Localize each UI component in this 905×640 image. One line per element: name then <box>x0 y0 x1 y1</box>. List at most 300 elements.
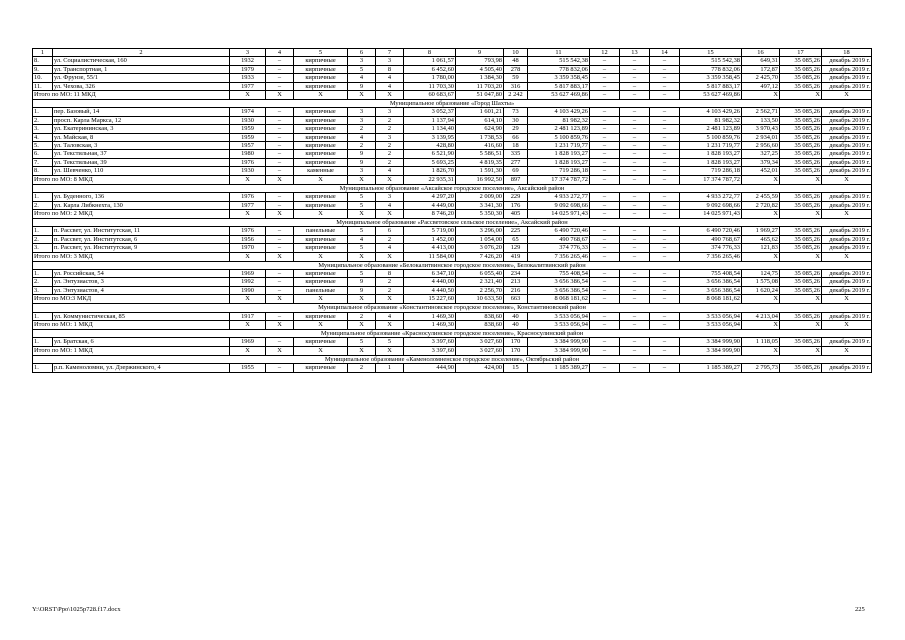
table-cell: 1 384,30 <box>456 74 504 82</box>
table-cell: 4 449,00 <box>404 201 456 209</box>
table-cell: 35 085,26 <box>780 133 822 141</box>
table-cell: 793,98 <box>456 57 504 65</box>
table-cell: 35 085,26 <box>780 278 822 286</box>
section-row <box>33 100 872 108</box>
total-cell: X <box>266 91 294 100</box>
table-cell: 1 828 193,27 <box>528 158 590 166</box>
address-cell: ул. Фрунзе, 55/1 <box>53 74 230 82</box>
total-cell: X <box>230 252 266 261</box>
table-cell: 35 085,26 <box>780 116 822 124</box>
table-cell: 35 085,26 <box>780 65 822 73</box>
table-cell: 2 <box>348 312 376 320</box>
total-cell: 3 384 999,90 <box>528 346 590 355</box>
table-cell: декабрь 2019 г. <box>822 82 872 90</box>
total-label: Итого по МО: 2 МКД <box>33 209 230 218</box>
address-cell: ул. Шевченко, 110 <box>53 167 230 175</box>
table-cell: 4 440,00 <box>404 278 456 286</box>
address-cell: ул. Российская, 54 <box>53 269 230 277</box>
table-cell: декабрь 2019 г. <box>822 125 872 133</box>
table-row <box>33 158 872 166</box>
total-row <box>33 209 872 218</box>
table-cell: 4 440,50 <box>404 286 456 294</box>
table-cell: 1977 <box>230 82 266 90</box>
table-cell: 9 <box>348 82 376 90</box>
table-cell: 755 408,54 <box>680 269 742 277</box>
table-row <box>33 167 872 175</box>
table-cell: 1959 <box>230 133 266 141</box>
total-cell: X <box>230 346 266 355</box>
table-cell: 129 <box>504 244 528 252</box>
table-cell: – <box>620 201 650 209</box>
table-cell: – <box>266 57 294 65</box>
table-cell: 1 826,70 <box>404 167 456 175</box>
table-cell: – <box>590 227 620 235</box>
total-row <box>33 346 872 355</box>
table-cell: 1932 <box>230 57 266 65</box>
table-cell: – <box>590 125 620 133</box>
table-row <box>33 235 872 243</box>
table-cell: 4 103 429,26 <box>680 108 742 116</box>
table-cell: 1. <box>33 108 53 116</box>
table-cell: 624,90 <box>456 125 504 133</box>
table-cell: – <box>266 167 294 175</box>
total-cell: 838,60 <box>456 320 504 329</box>
table-cell: 444,90 <box>404 364 456 372</box>
table-cell: 3 533 056,94 <box>680 312 742 320</box>
table-cell: 3 359 358,45 <box>528 74 590 82</box>
total-cell: – <box>620 91 650 100</box>
table-cell: – <box>650 244 680 252</box>
table-cell: – <box>266 244 294 252</box>
table-cell: 719 286,18 <box>528 167 590 175</box>
table-cell: 5 <box>348 193 376 201</box>
table-cell: 1 601,21 <box>456 108 504 116</box>
total-cell: X <box>294 252 348 261</box>
table-cell: – <box>620 57 650 65</box>
table-cell: 9 <box>348 286 376 294</box>
table-cell: 1980 <box>230 150 266 158</box>
table-cell: 1 134,40 <box>404 125 456 133</box>
table-cell: – <box>266 82 294 90</box>
table-cell: 1 054,00 <box>456 235 504 243</box>
table-cell: 35 085,26 <box>780 235 822 243</box>
total-cell: X <box>780 209 822 218</box>
table-cell: – <box>650 235 680 243</box>
address-cell: ул. Коммунистическая, 85 <box>53 312 230 320</box>
table-cell: – <box>266 65 294 73</box>
column-number: 6 <box>348 49 376 57</box>
table-cell: 5 100 859,76 <box>680 133 742 141</box>
total-cell: – <box>620 209 650 218</box>
table-cell: 2 <box>348 364 376 372</box>
section-row <box>33 304 872 312</box>
table-row <box>33 269 872 277</box>
table-cell: – <box>266 312 294 320</box>
table-cell: – <box>650 125 680 133</box>
table-cell: 234 <box>504 269 528 277</box>
table-cell: 4 413,00 <box>404 244 456 252</box>
table-cell: 3 <box>348 167 376 175</box>
address-cell: ул. Буденного, 136 <box>53 193 230 201</box>
table-cell: декабрь 2019 г. <box>822 167 872 175</box>
total-cell: 7 356 265,46 <box>528 252 590 261</box>
table-cell: – <box>590 142 620 150</box>
table-cell: кирпичные <box>294 133 348 141</box>
table-cell: – <box>590 108 620 116</box>
total-cell: X <box>266 252 294 261</box>
address-cell: ул. Таловская, 3 <box>53 142 230 150</box>
table-cell: 2 <box>348 142 376 150</box>
table-cell: 3. <box>33 244 53 252</box>
table-cell: – <box>266 338 294 346</box>
total-cell: 3 027,60 <box>456 346 504 355</box>
address-cell: ул. Братская, 6 <box>53 338 230 346</box>
table-cell: 5 586,51 <box>456 150 504 158</box>
table-cell: 4 103 429,26 <box>528 108 590 116</box>
table-cell: 35 085,26 <box>780 158 822 166</box>
table-cell: – <box>620 133 650 141</box>
table-cell: 6 347,10 <box>404 269 456 277</box>
table-cell: – <box>266 133 294 141</box>
total-cell: X <box>376 91 404 100</box>
table-cell: 35 085,26 <box>780 227 822 235</box>
table-cell: – <box>266 108 294 116</box>
total-cell: 11 584,00 <box>404 252 456 261</box>
table-cell: 69 <box>504 167 528 175</box>
table-cell: 9 092 698,66 <box>528 201 590 209</box>
table-cell: – <box>266 116 294 124</box>
total-cell: 17 374 787,72 <box>528 175 590 184</box>
table-cell: 35 085,26 <box>780 57 822 65</box>
table-cell: 81 982,32 <box>680 116 742 124</box>
total-cell: 10 633,50 <box>456 295 504 304</box>
table-cell: – <box>590 57 620 65</box>
column-number: 8 <box>404 49 456 57</box>
table-cell: 6 521,90 <box>404 150 456 158</box>
total-cell: – <box>590 252 620 261</box>
section-title: Муниципальное образование «Аксайское городское поселение», Аксайский район <box>33 184 872 192</box>
total-cell: X <box>742 209 780 218</box>
table-cell: – <box>590 158 620 166</box>
total-row <box>33 320 872 329</box>
section-title: Муниципальное образование «Красносулинское городское поселение», Красносулинский район <box>33 329 872 337</box>
table-row <box>33 364 872 372</box>
table-cell: 40 <box>504 312 528 320</box>
table-cell: 3 076,20 <box>456 244 504 252</box>
table-body <box>33 49 872 373</box>
table-cell: 5 817 883,17 <box>680 82 742 90</box>
total-cell: X <box>742 320 780 329</box>
address-cell: ул. Текстильная, 37 <box>53 150 230 158</box>
table-cell: кирпичные <box>294 150 348 158</box>
table-cell: – <box>590 201 620 209</box>
table-cell: – <box>650 82 680 90</box>
table-cell: 1959 <box>230 125 266 133</box>
table-cell: 1 828 193,27 <box>528 150 590 158</box>
section-row <box>33 355 872 363</box>
total-cell: X <box>294 320 348 329</box>
total-cell: 663 <box>504 295 528 304</box>
table-cell: 8 <box>376 65 404 73</box>
table-cell: 5 <box>348 244 376 252</box>
total-cell: X <box>348 295 376 304</box>
address-cell: ул. Екатерининская, 3 <box>53 125 230 133</box>
section-title: Муниципальное образование «Белокалитвинское городское поселение», Белокалитвинский район <box>33 261 872 269</box>
total-cell: X <box>742 295 780 304</box>
table-cell: – <box>650 227 680 235</box>
table-cell: 278 <box>504 65 528 73</box>
table-cell: 2 256,70 <box>456 286 504 294</box>
total-cell: 419 <box>504 252 528 261</box>
total-cell: – <box>590 295 620 304</box>
table-cell: – <box>650 286 680 294</box>
table-cell: 5. <box>33 142 53 150</box>
table-cell: 5 <box>376 338 404 346</box>
table-cell: 35 085,26 <box>780 269 822 277</box>
table-cell: 1 452,00 <box>404 235 456 243</box>
table-cell: декабрь 2019 г. <box>822 57 872 65</box>
table-cell: – <box>650 338 680 346</box>
table-cell: – <box>266 278 294 286</box>
address-cell: пер. Базовый, 14 <box>53 108 230 116</box>
table-cell: 1957 <box>230 142 266 150</box>
address-cell: п. Рассвет, ул. Институтская, 9 <box>53 244 230 252</box>
total-cell: – <box>620 320 650 329</box>
column-number: 16 <box>742 49 780 57</box>
table-cell: 2 934,01 <box>742 133 780 141</box>
table-cell: 1933 <box>230 74 266 82</box>
table-cell: – <box>620 278 650 286</box>
total-cell: – <box>590 175 620 184</box>
table-cell: – <box>590 244 620 252</box>
table-cell: кирпичные <box>294 338 348 346</box>
table-cell: 1 185 389,27 <box>680 364 742 372</box>
table-cell: – <box>620 116 650 124</box>
table-cell: 6 490 720,46 <box>528 227 590 235</box>
table-cell: 497,12 <box>742 82 780 90</box>
table-cell: 3 397,60 <box>404 338 456 346</box>
total-cell: X <box>348 252 376 261</box>
total-cell: X <box>822 320 872 329</box>
total-cell: X <box>348 91 376 100</box>
table-cell: 838,60 <box>456 312 504 320</box>
table-cell: декабрь 2019 г. <box>822 269 872 277</box>
total-cell: X <box>822 175 872 184</box>
table-cell: 6 490 720,46 <box>680 227 742 235</box>
table-cell: кирпичные <box>294 269 348 277</box>
total-cell: X <box>822 252 872 261</box>
section-title: Муниципальное образование «Город Шахты» <box>33 100 872 108</box>
total-cell: – <box>590 91 620 100</box>
column-number: 4 <box>266 49 294 57</box>
table-cell: декабрь 2019 г. <box>822 65 872 73</box>
total-cell: X <box>266 209 294 218</box>
table-cell: 3 656 386,54 <box>680 286 742 294</box>
table-cell: 35 085,26 <box>780 167 822 175</box>
table-cell: – <box>590 193 620 201</box>
table-cell: 29 <box>504 125 528 133</box>
table-row <box>33 201 872 209</box>
table-cell: – <box>650 57 680 65</box>
table-cell: 9. <box>33 65 53 73</box>
total-cell: X <box>376 346 404 355</box>
table-cell: 3 <box>348 108 376 116</box>
total-cell: X <box>376 209 404 218</box>
table-cell: 6. <box>33 150 53 158</box>
table-cell: 30 <box>504 116 528 124</box>
total-cell: X <box>376 295 404 304</box>
total-cell: X <box>822 91 872 100</box>
table-row <box>33 312 872 320</box>
table-cell: – <box>620 244 650 252</box>
table-cell: декабрь 2019 г. <box>822 133 872 141</box>
total-cell: X <box>294 91 348 100</box>
table-cell: – <box>650 269 680 277</box>
table-cell: 1970 <box>230 244 266 252</box>
table-cell: 1 061,57 <box>404 57 456 65</box>
table-cell: 3 359 358,45 <box>680 74 742 82</box>
table-cell: 1955 <box>230 364 266 372</box>
section-row <box>33 329 872 337</box>
table-cell: декабрь 2019 г. <box>822 227 872 235</box>
table-cell: 35 085,26 <box>780 201 822 209</box>
table-cell: декабрь 2019 г. <box>822 142 872 150</box>
table-cell: 1. <box>33 227 53 235</box>
table-cell: 3 <box>376 193 404 201</box>
total-cell: X <box>780 175 822 184</box>
table-cell: 3 656 386,54 <box>528 286 590 294</box>
table-cell: – <box>590 74 620 82</box>
table-cell: кирпичные <box>294 235 348 243</box>
table-cell: панельные <box>294 227 348 235</box>
total-cell: 3 397,60 <box>404 346 456 355</box>
table-cell: 1 780,00 <box>404 74 456 82</box>
table-cell: 5 817 883,17 <box>528 82 590 90</box>
table-cell: декабрь 2019 г. <box>822 278 872 286</box>
table-cell: 416,60 <box>456 142 504 150</box>
table-row <box>33 244 872 252</box>
table-cell: декабрь 2019 г. <box>822 338 872 346</box>
table-cell: 2. <box>33 116 53 124</box>
table-cell: – <box>590 312 620 320</box>
total-cell: X <box>230 175 266 184</box>
table-cell: 172,87 <box>742 65 780 73</box>
table-cell: 11. <box>33 82 53 90</box>
total-cell: 7 356 265,46 <box>680 252 742 261</box>
table-cell: 1 137,94 <box>404 116 456 124</box>
total-cell: 3 533 056,94 <box>680 320 742 329</box>
table-cell: 4. <box>33 133 53 141</box>
total-cell: X <box>742 91 780 100</box>
table-cell: 15 <box>504 364 528 372</box>
table-cell: 216 <box>504 286 528 294</box>
table-cell: – <box>266 269 294 277</box>
table-cell: 1 591,30 <box>456 167 504 175</box>
table-cell: 327,25 <box>742 150 780 158</box>
table-cell: – <box>650 133 680 141</box>
table-cell: 35 085,26 <box>780 244 822 252</box>
table-cell: 2 <box>376 286 404 294</box>
column-number-row <box>33 49 872 57</box>
table-cell: – <box>590 150 620 158</box>
table-cell: декабрь 2019 г. <box>822 286 872 294</box>
table-cell: 11 703,20 <box>456 82 504 90</box>
table-cell: 1969 <box>230 338 266 346</box>
address-cell: ул. Социалистическая, 160 <box>53 57 230 65</box>
total-cell: X <box>742 346 780 355</box>
table-cell: – <box>620 364 650 372</box>
table-cell: 35 085,26 <box>780 286 822 294</box>
total-cell: X <box>230 91 266 100</box>
table-cell: – <box>650 158 680 166</box>
table-cell: 490 768,67 <box>528 235 590 243</box>
table-cell: – <box>590 65 620 73</box>
table-cell: 515 542,38 <box>528 57 590 65</box>
section-title: Муниципальное образование «Константиновское городское поселение», Константиновский район <box>33 304 872 312</box>
table-cell: 428,80 <box>404 142 456 150</box>
total-cell: X <box>266 175 294 184</box>
table-cell: – <box>620 108 650 116</box>
table-cell: – <box>650 116 680 124</box>
total-row <box>33 91 872 100</box>
table-cell: декабрь 2019 г. <box>822 244 872 252</box>
address-cell: ул. Карла Либкнехта, 130 <box>53 201 230 209</box>
table-cell: 5 <box>348 269 376 277</box>
table-cell: 1979 <box>230 65 266 73</box>
address-cell: р.п. Каменоломни, ул. Дзержинского, 4 <box>53 364 230 372</box>
table-cell: – <box>620 269 650 277</box>
table-cell: кирпичные <box>294 312 348 320</box>
table-cell: декабрь 2019 г. <box>822 108 872 116</box>
table-cell: кирпичные <box>294 278 348 286</box>
table-cell: 2 481 123,89 <box>528 125 590 133</box>
total-cell: – <box>620 295 650 304</box>
table-cell: 1977 <box>230 201 266 209</box>
table-cell: декабрь 2019 г. <box>822 201 872 209</box>
total-cell: 8 068 181,62 <box>528 295 590 304</box>
table-cell: 1 231 719,77 <box>680 142 742 150</box>
table-cell: – <box>650 278 680 286</box>
total-label: Итого по МО: 3 МКД <box>33 252 230 261</box>
total-cell: X <box>376 175 404 184</box>
total-row <box>33 252 872 261</box>
table-cell: 35 085,26 <box>780 338 822 346</box>
table-cell: 18 <box>504 142 528 150</box>
table-cell: 2 <box>376 278 404 286</box>
table-cell: 4 <box>376 167 404 175</box>
table-cell: 5 <box>348 201 376 209</box>
address-cell: ул. Чехова, 326 <box>53 82 230 90</box>
table-cell: – <box>620 125 650 133</box>
table-cell: 1 828 193,27 <box>680 150 742 158</box>
table-cell: 3 341,30 <box>456 201 504 209</box>
total-label: Итого по МО: 1 МКД <box>33 346 230 355</box>
table-cell: 213 <box>504 278 528 286</box>
table-cell: 65 <box>504 235 528 243</box>
table-cell: – <box>266 364 294 372</box>
total-cell: X <box>348 320 376 329</box>
total-cell: X <box>266 346 294 355</box>
table-cell: – <box>590 269 620 277</box>
table-cell: 3 <box>376 133 404 141</box>
table-cell: 1. <box>33 269 53 277</box>
table-cell: 4 <box>348 133 376 141</box>
column-number: 13 <box>620 49 650 57</box>
table-cell: декабрь 2019 г. <box>822 235 872 243</box>
table-cell: 1 118,05 <box>742 338 780 346</box>
table-cell: – <box>590 364 620 372</box>
total-cell: X <box>376 320 404 329</box>
